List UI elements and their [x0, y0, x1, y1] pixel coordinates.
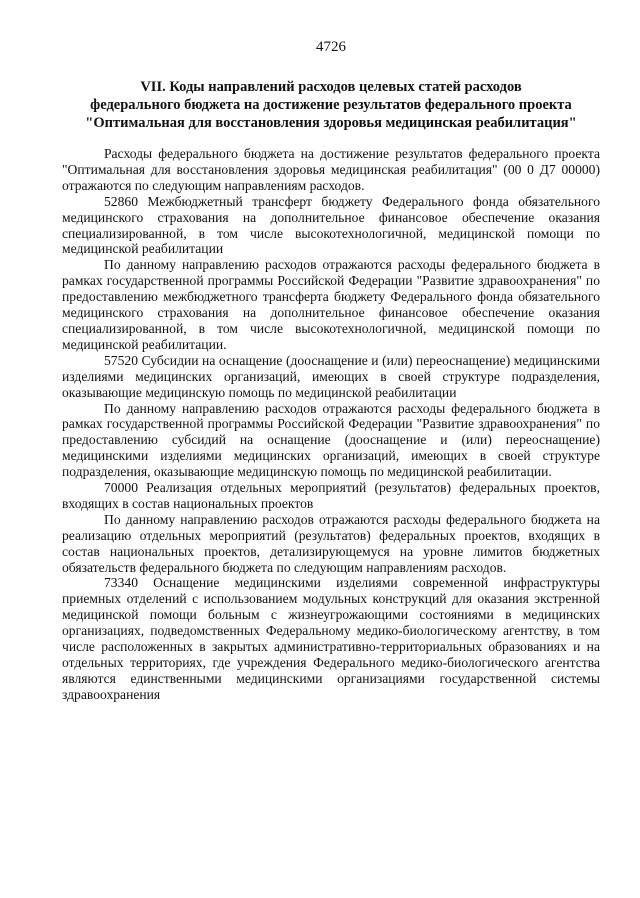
expense-code-73340: 73340 Оснащение медицинскими изделиями современной инфраструктуры приемных отделений с использованием модульных конструкций для оказания экстренной медицинской помощи больным с жизнеугрожающими состояниями в медицинских организациях, подведомственных Федеральному медико-биологическому агентству, в том числе расположенных в закрытых административно-территориальных образованиях и на отдельных территориях, где учреждения Федерального медико-биологического агентства являются единственными медицинскими организациями государственной системы здравоохранения [62, 575, 600, 702]
expense-code-52860: 52860 Межбюджетный трансферт бюджету Федерального фонда обязательного медицинского страхования на дополнительное финансовое обеспечение оказания специализированной, в том числе высокотехнологичной, медицинской помощи по медицинской реабилитации [62, 193, 600, 257]
intro-paragraph: Расходы федерального бюджета на достижение результатов федерального проекта "Оптимальная для восстановления здоровья медицинская реабилитация" (00 0 Д7 00000) отражаются по следующим направлениям расходов. [62, 146, 600, 193]
expense-code-57520: 57520 Субсидии на оснащение (дооснащение и (или) переоснащение) медицинскими изделиями медицинских организаций, имеющих в своей структуре подразделения, оказывающие медицинскую помощь по медицинской реабилитации [62, 352, 600, 400]
section-title-line: федерального бюджета на достижение результатов федерального проекта [90, 97, 572, 113]
expense-description-52860: По данному направлению расходов отражаются расходы федерального бюджета в рамках государственной программы Российской Федерации "Развитие здравоохранения" по предоставлению межбюджетного трансферта бюджету Федерального фонда обязательного медицинского страхования на дополнительное финансовое обеспечение оказания специализированной, в том числе высокотехнологичной, медицинской помощи по медицинской реабилитации. [62, 257, 600, 352]
section-title-line: "Оптимальная для восстановления здоровья медицинская реабилитация" [85, 115, 577, 131]
expense-code-70000: 70000 Реализация отдельных мероприятий (результатов) федеральных проектов, входящих в состав национальных проектов [62, 480, 600, 511]
page-number: 4726 [316, 39, 346, 55]
document-page [62, 38, 600, 703]
section-title-line: VII. Коды направлений расходов целевых статей расходов [140, 79, 522, 95]
expense-description-57520: По данному направлению расходов отражаются расходы федерального бюджета в рамках государственной программы Российской Федерации "Развитие здравоохранения" по предоставлению субсидий на оснащение (дооснащение и (или) переоснащение) медицинскими изделиями медицинских организаций, имеющих в своей структуре подразделения, оказывающие медицинскую помощь по медицинской реабилитации. [62, 400, 600, 480]
document-body [62, 146, 600, 703]
expense-description-70000: По данному направлению расходов отражаются расходы федерального бюджета на реализацию отдельных мероприятий (результатов) федеральных проектов, входящих в состав национальных проектов, детализирующемуся на уровне лимитов бюджетных обязательств федерального бюджета по следующим направлениям расходов. [62, 511, 600, 575]
section-title [62, 78, 600, 132]
